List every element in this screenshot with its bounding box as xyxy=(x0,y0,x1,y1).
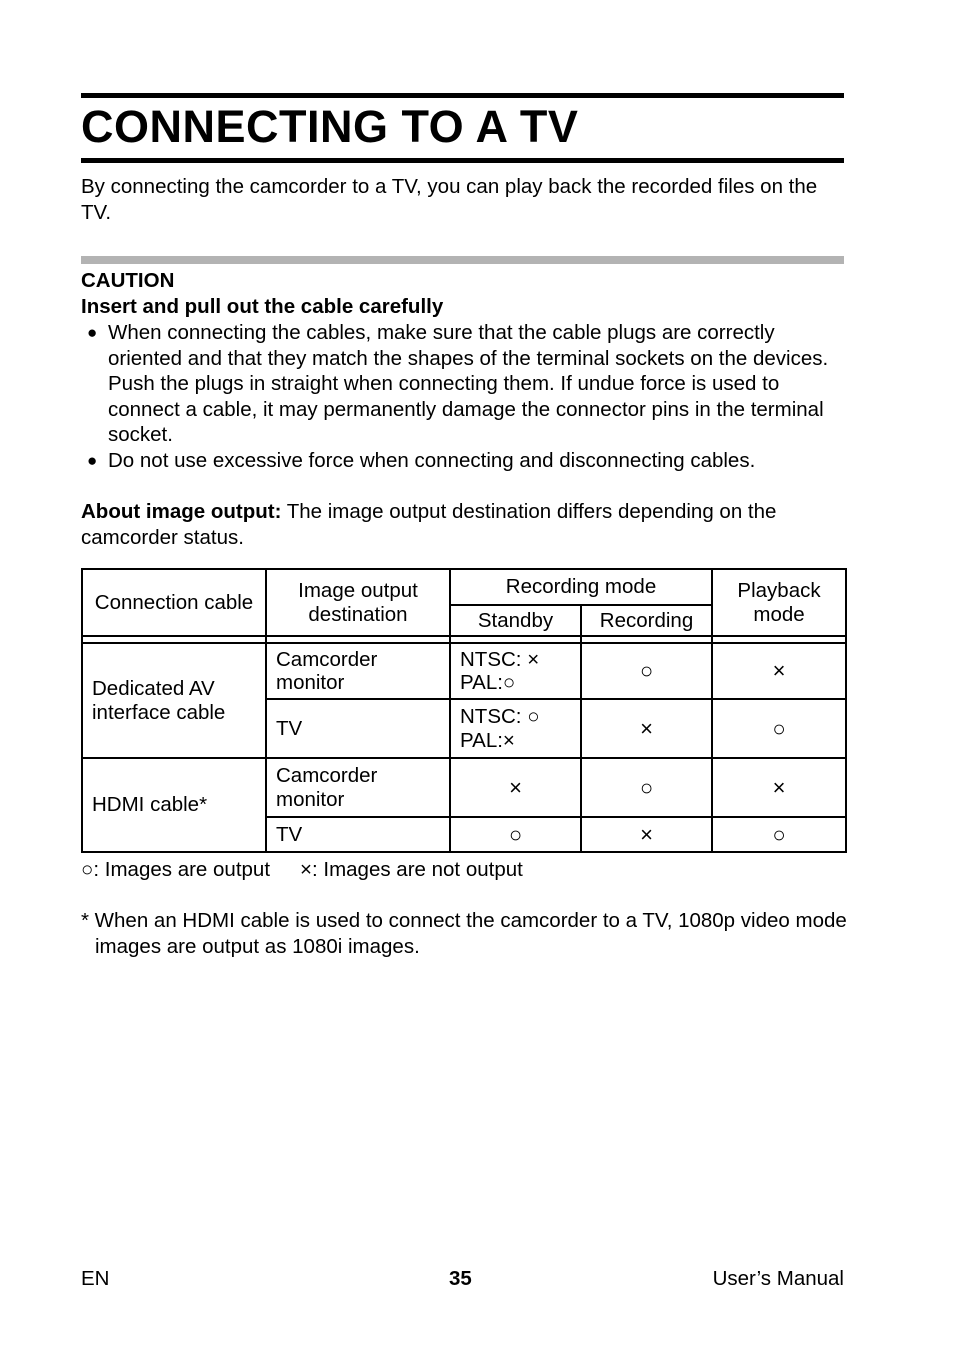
standby-cell: ○ xyxy=(450,817,581,852)
footer-manual-title: User’s Manual xyxy=(712,1267,844,1290)
about-text: The image output destination differs depending on the camcorder status. xyxy=(81,500,777,549)
standby-ntsc: NTSC: ○ xyxy=(460,705,540,728)
image-output-table xyxy=(81,568,847,853)
legend-not-output: ×: Images are not output xyxy=(300,858,523,881)
header-connection-cable: Connection cable xyxy=(82,569,266,636)
caution-item xyxy=(81,320,851,448)
caution-title: CAUTION xyxy=(81,269,175,292)
hdmi-footnote: * When an HDMI cable is used to connect the camcorder to a TV, 1080p video mode images are output as 1080i images. xyxy=(81,909,847,958)
about-label: About image output: xyxy=(81,500,282,523)
header-standby: Standby xyxy=(450,605,581,636)
bullet-icon: ● xyxy=(87,323,98,342)
header-separator xyxy=(82,636,846,643)
title-rule-top xyxy=(81,93,844,98)
intro-paragraph: By connecting the camcorder to a TV, you can play back the recorded files on the TV. xyxy=(81,175,818,224)
standby-pal: PAL:○ xyxy=(460,671,516,694)
destination-cell: Camcorder monitor xyxy=(266,643,450,699)
destination-cell: TV xyxy=(266,817,450,852)
footer-language: EN xyxy=(81,1267,110,1290)
caution-list xyxy=(81,320,851,473)
standby-cell xyxy=(450,699,581,758)
playback-cell: × xyxy=(712,758,846,817)
legend-output: ○: Images are output xyxy=(81,858,271,881)
about-image-output xyxy=(81,499,851,550)
title-rule-bottom xyxy=(81,158,844,163)
page-title: CONNECTING TO A TV xyxy=(81,101,579,152)
destination-cell: Camcorder monitor xyxy=(266,758,450,817)
cable-cell: HDMI cable* xyxy=(82,758,266,852)
table-row xyxy=(82,758,846,817)
playback-cell: × xyxy=(712,643,846,699)
playback-cell: ○ xyxy=(712,699,846,758)
header-playback-mode: Playback mode xyxy=(712,569,846,636)
playback-cell: ○ xyxy=(712,817,846,852)
caution-divider xyxy=(81,256,844,264)
bullet-icon: ● xyxy=(87,450,98,470)
header-recording: Recording xyxy=(581,605,712,636)
standby-cell xyxy=(450,643,581,699)
caution-item xyxy=(81,448,851,474)
table-row xyxy=(82,643,846,699)
caution-subtitle: Insert and pull out the cable carefully xyxy=(81,295,444,318)
header-recording-mode: Recording mode xyxy=(450,569,712,605)
footer-page-number: 35 xyxy=(449,1267,472,1290)
recording-cell: × xyxy=(581,817,712,852)
standby-pal: PAL:× xyxy=(460,728,515,752)
header-image-output: Image output destination xyxy=(266,569,450,636)
standby-ntsc: NTSC: × xyxy=(460,647,540,671)
recording-cell: × xyxy=(581,699,712,758)
destination-cell: TV xyxy=(266,699,450,758)
standby-cell: × xyxy=(450,758,581,817)
caution-item-text: When connecting the cables, make sure that the cable plugs are correctly oriented and that they match the shapes of the terminal sockets on the devices. Push the plugs in straight when connecting them. If undue force is used to connect a cable, it may permanently damage the connector pins in the terminal socket. xyxy=(108,321,829,446)
recording-cell: ○ xyxy=(581,758,712,817)
recording-cell: ○ xyxy=(581,643,712,699)
table-legend xyxy=(81,857,523,883)
cable-cell: Dedicated AV interface cable xyxy=(82,643,266,758)
caution-item-text: Do not use excessive force when connecting and disconnecting cables. xyxy=(108,448,756,472)
